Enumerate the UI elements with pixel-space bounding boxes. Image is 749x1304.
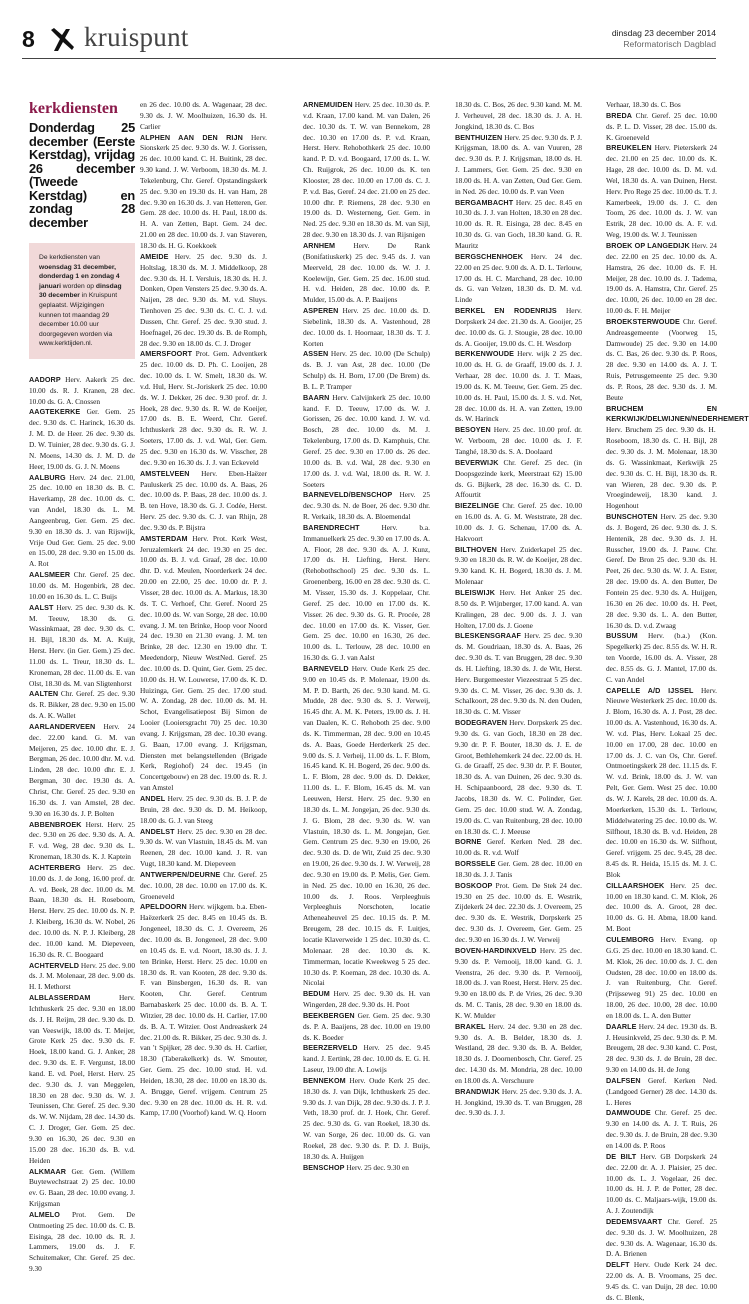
place-name: BORNE [455, 837, 482, 847]
place-name: BORSSELE [455, 859, 496, 869]
service-details: Herv. Pieterskerk 24 dec. 21.00 en 25 dec. 10.00 ds. K. Hage, 28 dec. 10.00 ds. D. M. v.d. Wel, 18.30 ds. A. van Duinen, Herst. Herv. Pro Rege 25 dec. 10.00 ds. T. J. Kamerbeek, 19.00 ds. J. C. den Toom, 26 dec. 10.00 ds. J. W. van Estrik, 28 dec. 10.00 ds. A. F. v.d. Weg, 19.00 ds. W. J. Teunissen [606, 143, 717, 240]
service-entry [606, 111, 717, 144]
service-details: Herv. 24 dec. 22.00 en 25 dec. 9.00 ds. A. D. L. Terlouw, 17.00 ds. H. C. Marchand, 28 dec. 10.00 ds. G. van Velzen, 18.30 ds. D. M. v.d. Linde [455, 251, 582, 305]
place-name: BEERZERVELD [303, 1043, 358, 1053]
service-entry [606, 512, 717, 631]
place-name: BARENDRECHT [303, 522, 360, 532]
service-entry [140, 794, 267, 827]
service-entry [606, 100, 717, 111]
place-name: AALST [29, 602, 54, 612]
service-entry [303, 100, 430, 241]
page-header [22, 22, 716, 56]
place-name: BILTHOVEN [455, 544, 497, 554]
service-entry [606, 1076, 717, 1109]
service-entry [29, 863, 135, 961]
place-name: BRAKEL [455, 1021, 486, 1031]
place-name: AALBURG [29, 472, 66, 482]
place-name: BRUCHEM EN KERKWIJK/DELWIJNEN/NEDERHEMERT [606, 403, 749, 424]
service-details: Herv. Oude Kerk 24 dec. 22.00 ds. A. B. Vroomans, 25 dec. 9.45 ds. C. van Duijn, 28 dec. 10.00 ds. C. Blenk, [606, 1260, 717, 1302]
service-entry [29, 820, 135, 863]
column-entries [455, 100, 582, 1119]
place-name: BIEZELINGE [455, 501, 500, 511]
service-entry [455, 1087, 582, 1120]
service-entry [455, 588, 582, 631]
service-entry [606, 686, 717, 881]
service-details: Herv. (b.a.) (Kon. Spegelkerk) 25 dec. 8.55 ds. W. H. R. ten Voorde, 16.00 ds. A. Visser, 28 dec. 8.55 ds. G. J. Mantel, 17.00 ds. C. van Andel [606, 631, 717, 684]
service-entry [140, 469, 267, 534]
service-details: Herv. 25 dec. 9.30 ds. B. J. P. de Bruin, 28 dec. 9.30 ds. D. M. Heikoop, 18.00 ds. G. J. van Steeg [140, 794, 267, 825]
place-name: BERGAMBACHT [455, 197, 514, 207]
service-details: Herv. Evang. op G.G. 25 dec. 10.00 en 18.30 kand. C. M. Klok, 26 dec. 10.00 ds. J. C. den Oudsten, 28 dec. 10.00 en 18.00 ds. J. van Ruitenburg, Chr. Geref. (Prijsseweg 91) 25 dec. 10.00 en 18.00, 26 dec. 10.00, 28 dec. 10.00 en 18.00 ds. L. A. den Butter [606, 934, 717, 1020]
service-entry [606, 631, 717, 685]
service-details: Chr. Geref. 25 dec. 10.00, 28 dec. 10.00 en 17.00 ds. K. Groeneveld [140, 869, 267, 901]
service-details: Geref. Kerken Ned. (Landgoed Gerner) 28 dec. 14.30 ds. L. Heres [606, 1075, 717, 1107]
service-details: Chr. Geref. 25 dec. 10.00 ds. M. Hogenbirk, 28 dec. 10.00 en 16.30 ds. L. C. Buijs [29, 570, 135, 601]
place-name: ANDELST [140, 826, 175, 836]
place-name: BUNSCHOTEN [606, 512, 658, 522]
service-details: Herv. 25 dec. 9.30 ds. J. Bogerd, 26 dec. 9.30 ds. J. S. Hentenik, 28 dec. 9.30 ds. J. H. Russcher, 19.00 ds. J. Pauw. Chr. Geref. De Bron 25 dec. 9.30 ds. H. Peet, 26 dec. 9.30 ds. W. J. A. Ester, 28 dec. 19.00 ds. A. den Butter, De Fontein 25 dec. 9.30 ds. A. Huijgen, 16.30 en 26 dec. 10.00 ds. H. Peet, 28 dec. 9.30 ds. L. A. den Butter, 16.30 ds. D. v.d. Zwaag [606, 512, 717, 630]
place-name: BOVEN-HARDINXVELD [455, 945, 537, 955]
service-details: Chr. Geref. Andreasgemeente (Voorweg 15, Damwoude) 25 dec. 9.30 en 14.00 ds. C. Bas, 26 dec. 9.30 ds. P. Roos, 28 dec. 9.30 en 14.00 ds. A. J. T. Ruis, Petrusgemeente 25 dec. 9.30 ds. P. Roos, 28 dec. 9.30 ds. J. M. Beute [606, 316, 717, 402]
service-details: Chr. Geref. 25 dec. 9.30 ds. R. Bikker, 28 dec. 9.30 en 15.00 ds. A. K. Wallet [29, 689, 135, 721]
place-name: AMSTELVEEN [140, 468, 190, 478]
place-name: BODEGRAVEN [455, 718, 507, 728]
service-entry [303, 349, 430, 392]
service-entry [29, 375, 135, 408]
place-name: BLESKENSGRAAF [455, 631, 521, 641]
place-name: BOSKOOP [455, 880, 493, 890]
place-name: BROEK OP LANGEDIJK [606, 240, 690, 250]
service-entry [455, 859, 582, 881]
service-details: Herv. wijk 2 25 dec. 10.00 ds. H. G. de Graaff, 19.00 ds. J. J. Verhaar, 28 dec. 10.00 ds. J. T. Maas, 19.00 ds. K. M. Teeuw, Ger. Gem. 25 dec. 10.00 ds. H. Paul, 15.00 ds. J. S. v.d. Net, 28 dec. 10.00 ds. H. A. van Zetten, 19.00 ds. W. Harinck [455, 349, 582, 424]
service-details: Herv. Ichthuskerk 25 dec. 9.30 en 18.00 ds. J. H. Reijm, 28 dec. 9.30 ds. D. van Veeswijk, 18.00 ds. T. Meijer, Grote Kerk 25 dec. 9.30 ds. F. Hoek, 18.00 kand. G. J. Anker, 28 dec. 9.30 ds. E. F. Vergunst, 18.00 kand. E. vd. Poel, Herst. Herv. 25 dec. 9.30 ds. J. van Meggelen, 18.30 en 28 dec. 9.30 ds. W. J. Teunissen, Chr. Geref. 25 dec. 9.30 ds. W. W. Nijdam, 28 dec. 14.30 ds. C. J. Droger, Ger. Gem. 25 dec. 9.30 en 16.30, 26 dec. 9.30 en 15.00 28 dec. 16.30 ds. B. v.d. Heiden [29, 993, 135, 1165]
service-details: Chr. Geref. 25 dec. 10.00 ds. P. L. D. Visser, 28 dec. 15.00 ds. K. Groeneveld [606, 110, 717, 142]
service-entry [455, 501, 582, 544]
service-entry [455, 349, 582, 425]
place-name: BERKENWOUDE [455, 349, 514, 359]
service-entry [606, 1108, 717, 1151]
place-name: CILLAARSHOEK [606, 880, 665, 890]
service-details: Chr. Geref. 25 dec. 10.00 en 16.00 ds. A. G. M. Weststrate, 28 dec. 10.00 ds. J. G. Schenau, 17.00 ds. A. Hakvoort [455, 501, 582, 543]
place-name: BERGSCHENHOEK [455, 251, 523, 261]
service-entry [140, 827, 267, 870]
info-text: worden op [60, 282, 96, 290]
service-details: Chr. Geref. 25 dec. 9.30 ds. J. W. Moolhuizen, 28 dec. 9.30 ds. A. Wagenaar, 16.30 ds. D. A. Brienen [606, 1216, 717, 1259]
service-details: Herv. 24 dec. 22.00 en 25 dec. 10.00 ds. A. Hamstra, 26 dec. 10.00 ds. F. H. Meijer, 28 dec. 10.00 ds. J. Tadema, 19.00 ds. A. Hamstra, Chr. Geref. 25 dec. 10.00, 26 dec. 10.00 en 28 dec. 10.00 ds. F. H. Meijer [606, 240, 717, 316]
service-entry [606, 241, 717, 317]
place-name: BARNEVELD [303, 663, 349, 673]
service-details: Herv. De Rank (Bonifatiuskerk) 25 dec. 9.45 ds. J. van Meerveld, 28 dec. 10.00 ds. W. J. J. Koelewijn, Ger. Gem. 25 dec. 16.00 stud. H. v.d. Heiden, 28 dec. 10.00 ds. P. Mulder, 15.00 ds. A. P. Baaijens [303, 240, 430, 305]
service-details: Herv. 25 dec. 10.00 ds. D. Siebelink, 18.30 ds. A. Vastenhoud, 28 dec. 10.00 ds. I. Hoornaar, 18.30 ds. T. J. Korten [303, 306, 430, 348]
place-name: ABBENBROEK [29, 819, 82, 829]
place-name: BROEKSTERWOUDE [606, 316, 680, 326]
service-details: Chr. Geref. 25 dec. (in Doopsgezinde kerk, Meerstraat 62) 15.00 ds. G. Bijkerk, 28 dec. 16.30 ds. C. D. Affourtit [455, 457, 582, 500]
service-entry [303, 664, 430, 989]
service-details: en 26 dec. 10.00 ds. A. Wagenaar, 28 dec. 9.30 ds. J. W. Moolhuizen, 16.30 ds. H. Carlier [140, 100, 267, 131]
service-entry [455, 252, 582, 306]
column-entries [29, 375, 135, 1275]
info-bold: dinsdag 30 december [39, 282, 122, 300]
place-name: AARLANDERVEEN [29, 721, 96, 731]
service-details: Herv. 24 dec. 19.30 ds. B. J. Heusinkveld, 25 dec. 9.30 ds. P. M. Breugem, 28 dec. 9.30 kand. C. Post, 28 dec. 9.30 ds. J. de Bruin, 28 dec. 9.30 en 14.00 ds. H. de Jong [606, 1021, 717, 1075]
service-details: Herv. Prot. Kerk West, Jeruzalemkerk 24 dec. 19.30 en 25 dec. 10.00 ds. B. J. v.d. Graaf, 28 dec. 10.00 dhr. D. v.d. Meulen, Noorderkerk 24 dec. 20.00 en 22.00, 25 dec. 10.00 dr. P. J. Visser, 28 dec. 10.00 ds. A. Markus, 18.30 ds. T. C. Verhoef, Chr. Geref. Noord 25 dec. 10.00 ds. W. van Sorge, 28 dec. 10.00 evang. J. M. ten Brinke, Hoop voor Noord 24 dec. 19.30 en 21.30 evang. J. M. ten Brinke, 28 dec. 12.30 en 19.00 dhr. T. Meedendorp, Nieuw WestNed. Geref. 25 dec. 10.00 ds. D. Quint, Ger. Gem. 25 dec. 10.00 ds. H. W. Louwerse, 17.00 ds. K. D. Huizinga, Ger. Gem. 25 dec. 17.00 stud. W. A. Zondag, 28 dec. 10.00 ds. M. H. Schot, Evangelisatiepost Bij Simon de Looier (Looiersgracht 70) 25 dec. 10.30 evang. J. Krijgsman, 28 dec. 10.30 evang. G. Baan, 17.00 evang. J. Krijgsman, Diensten met belangstellenden (Brigade Kerk, Regiohof) 24 dec. 19.45 (in Concertgebouw) en 28 dec. 19.00 ds. R. J. van Amstel [140, 533, 267, 793]
service-entry [29, 407, 135, 472]
place-name: ARNEMUIDEN [303, 100, 353, 109]
column-1 [29, 100, 135, 1275]
section-title: kruispunt [84, 22, 189, 52]
service-entry [29, 1167, 135, 1210]
service-entry [455, 545, 582, 588]
service-entry [606, 1260, 717, 1303]
service-entry [455, 100, 582, 133]
place-name: ANDEL [140, 794, 166, 803]
service-entry [455, 1022, 582, 1087]
place-name: ACHTERBERG [29, 862, 81, 872]
column-4 [455, 100, 582, 1118]
service-entry [29, 570, 135, 603]
cross-logo-icon [48, 27, 76, 53]
place-name: ANTWERPEN/DEURNE [140, 869, 221, 879]
service-entry [455, 458, 582, 501]
place-name: BEDUM [303, 989, 330, 999]
place-name: APELDOORN [140, 902, 187, 912]
article-title: kerkdiensten [29, 100, 118, 117]
service-details: Herv. Aakerk 25 dec. 10.00 ds. R. J. Kranen, 28 dec. 10.00 ds. G. A. Cnossen [29, 374, 135, 406]
service-details: Herv. 25 dec. 10.00 prof. dr. W. Verboom, 28 dec. 10.00 ds. J. F. Tanghé, 18.30 ds. S. A. Doolaard [455, 425, 582, 456]
service-details: 18.30 ds. C. Bos, 26 dec. 9.30 kand. M. M. J. Verheuvel, 28 dec. 18.30 ds. J. A. H. Jongkind, 18.30 ds. C. Bos [455, 100, 582, 131]
place-name: AADORP [29, 374, 61, 384]
service-entry [29, 722, 135, 820]
place-name: DALFSEN [606, 1075, 641, 1085]
service-details: Herv. Dorpskerk 24 dec. 21.30 ds. A. Gooijer, 25 dec. 10.00 ds. G. J. Stougie, 28 dec. 10.00 ds. A. Gooijer, 19.00 ds. C. H. Wesdorp [455, 306, 582, 348]
header-rule [22, 58, 716, 59]
issue-date: dinsdag 23 december 2014 [611, 28, 716, 38]
service-entry [606, 403, 749, 512]
place-name: BENSCHOP [303, 1162, 345, 1172]
place-name: AMSTERDAM [140, 533, 188, 543]
service-entry [140, 100, 267, 133]
service-entry [303, 989, 430, 1011]
service-details: Herv. 25 dec. 10.00 ds. J. de Jong, 16.00 prof. dr. A. vd. Beek, 28 dec. 10.00 ds. M. Baan, 18.30 ds. H. Roseboom, Herst. Herv. 25 dec. 10.00 ds. N. P. J. Kleiberg, 16.30 ds. W. Nobel, 26 dec. 10.00 ds. N. P. J. Kleiberg, 28 dec. 10.00 kand. M. Diepeveen, 16.30 ds. R. C. Boogaard [29, 862, 135, 959]
service-entry [140, 252, 267, 350]
service-details: Herv. 25 dec. 9.30 ds. H. van Wingerden, 28 dec. 9.30 ds. H. Poot [303, 989, 430, 1010]
place-name: BERKEL EN RODENRIJS [455, 306, 557, 316]
service-details: Herv. Calvijnkerk 25 dec. 10.00 kand. F. D. Teeuw, 17.00 ds. W. J. Gorissen, 26 dec. 10.00 kand. J. W. v.d. Bosch, 28 dec. 10.00 ds. M. J. Tekelenburg, 17.00 ds. D. Kamphuis, Chr. Geref. 25 dec. 9.30 en 17.00 ds. 26 dec. 10.00 ds. B. v.d. Wal, 28 dec. 9.30 en 17.00 ds. J. v.d. Wal, 18.00 ds. R. W. J. Soeters [303, 392, 430, 489]
service-entry [606, 881, 717, 935]
place-name: BREDA [606, 110, 633, 120]
service-details: Herst. Herv. 25 dec. 9.30 en 26 dec. 9.30 ds. A. A. F. v.d. Weg, 28 dec. 9.30 ds. L. Kroneman, 18.30 ds. K. J. Kaptein [29, 819, 135, 862]
service-details: Herv. Nieuwe Westerkerk 25 dec. 10.00 ds. J. Blom, 16.30 ds. A. J. Post, 28 dec. 10.00 ds. A. Vastenhoud, 16.30 ds. A. W. v.d. Plas, Herv. Lokaal 25 dec. 10.00 en 17.00, 28 dec. 10.00 en 17.00 ds. J. C. van Os, Chr. Geref. Ontmoetingskerk 28 dec. 11.15 ds. F. W. v.d. Brink, 18.00 ds. J. W. van Pelt, Ger. Gem. West 25 dec. 10.00 ds. W. J. Karels, 28 dec. 10.00 ds. A. Moerkerken, 15.30 ds. L. Terlouw, Middelwatering 25 dec. 10.00 ds. W. Silfhout, 18.30 ds. B. v.d. Heiden, 28 dec. 10.00 en 16.30 ds. W. Silfhout, Geref. vrijgem. 25 dec. 9.45, 28 dec. 8.45 ds. R. Heida, 15.15 ds. M. J. C. Blok [606, 685, 718, 879]
service-details: Herv. Eben-Haëzer Pauluskerk 25 dec. 10.00 ds. A. Baas, 26 dec. 10.00 ds. P. Baas, 28 dec. 10.00 ds. J. B. ten Hove, 18.30 ds. G. J. Codée, Herst. Herv. 25 dec. 9.30 ds. C. J. van Rhijn, 28 dec. 9.30 ds. P. Bijstra [140, 468, 267, 532]
place-name: BLEISWIJK [455, 587, 496, 597]
place-name: ARNHEM [303, 240, 336, 250]
place-name: DE BILT [606, 1151, 637, 1161]
place-name: BESOYEN [455, 425, 491, 435]
service-entry [455, 946, 582, 1022]
service-entry [606, 1217, 717, 1260]
service-entry [29, 993, 135, 1167]
place-name: AAGTEKERKE [29, 407, 81, 417]
service-details: Herv. 25 dec. 10.30 ds. P. v.d. Kraan, 17.00 kand. M. van Dalen, 26 dec. 10.30 ds. T. W. van Bennekom, 28 dec. 10.30 en 17.00 ds. P. v.d. Kraan, Herst. Herv. Rehobothkerk 25 dec. 10.00 kand. P. D. v.d. Boogaard, 17.00 ds. L. W. Ch. Ruijgrok, 26 dec. 10.00 ds. K. ten Klooster, 28 dec. 10.00 en 17.00 ds. C. J. P. v.d. Bas, Geref. 24 dec. 21.00 en 25 dec. 10.00 dhr. P. Riemens, 28 dec. 9.30 en 19.00 ds. D. Westerneng, Ger. Gem. in Ned. 25 dec. 9.30 en 18.30 ds. M. van Sijl, 28 dec. 9.30 en 18.30 ds. J. van Rijsnigen [303, 100, 430, 240]
place-name: DAARLE [606, 1021, 637, 1031]
service-entry [455, 631, 582, 718]
service-entry [140, 349, 267, 468]
place-name: ACHTERVELD [29, 960, 79, 970]
service-entry [303, 523, 430, 664]
place-name: BEEKBERGEN [303, 1010, 355, 1020]
service-details: Herv. 25 dec. 9.30 ds. M. Goudriaan, 18.30 ds. A. Baas, 26 dec. 9.30 ds. T. van Bruggen, 28 dec. 9.30 ds. H. Liefting, 18.30 ds. J. de Wit, Herst. Herv. Burgemeester Viezeestraat 5 25 dec. 9.30 ds. C. M. Visser, 26 dec. 9.30 ds. J. Schalkoort, 28 dec. 9.30 ds. N. den Ouden, 18.30 ds. C. M. Visser [455, 631, 582, 717]
place-name: ASSEN [303, 349, 329, 359]
column-entries [140, 100, 267, 1119]
service-details: Chr. Geref. 25 dec. 9.30 en 14.00 ds. A. J. T. Ruis, 26 dec. 9.30 ds. J. de Bruin, 28 dec. 9.30 en 14.00 ds. P. Roos [606, 1108, 717, 1150]
service-details: Geref. Kerken Ned. 28 dec. 10.00 ds. R. v.d. Wolf [455, 837, 582, 858]
service-entry [606, 1022, 717, 1076]
place-name: AALTEN [29, 689, 59, 699]
place-name: BUSSUM [606, 631, 638, 641]
service-details: Herv. Het Anker 25 dec. 8.50 ds. P. Wijnberger, 17.00 kand. A. van Kralingen, 28 dec. 9.00 ds. J. J. van Holten, 17.00 ds. J. Goene [455, 587, 582, 630]
service-entry [140, 870, 267, 903]
service-details: Herv. 25 dec. 9.30 en 28 dec. 9.30 ds. W. van Vlastuin, 18.45 ds. M. van Reenen, 28 dec. 10.00 kand. J. R. van Vugt, 18.30 kand. M. Diepeveen [140, 826, 267, 869]
place-name: BAARN [303, 392, 330, 402]
service-entry [29, 603, 135, 690]
service-details: Herv. Oude Kerk 25 dec. 18.30 ds. J. van Dijk, Ichthuskerk 25 dec. 9.30 ds. J. van Dijk, 28 dec. 9.30 ds. J. P. J. Veth, 18.30 prof. dr. J. Hoek, Chr. Geref. 25 dec. 9.30 ds. G. van Roekel, 18.30 ds. W. van Sorge, 26 dec. 10.00 ds. G. van Roekel, 28 dec. 9.30 ds. P. D. J. Buijs, 18.30 ds. A. Huijgen [303, 1075, 430, 1161]
service-entry [455, 306, 582, 349]
service-details: Herv. 25 dec. 9.30 ds. J. A. H. Jongkind, 19.30 ds. T. van Bruggen, 28 dec. 9.30 ds. J. J. [455, 1086, 582, 1118]
service-entry [303, 1043, 430, 1076]
service-entry [140, 534, 267, 794]
column-2 [140, 100, 268, 1118]
place-name: BARNEVELD/BENSCHOP [303, 490, 393, 500]
service-details: Herv. 24 dec. 22.00 kand. G. M. van Meijeren, 25 dec. 10.00 dhr. E. J. Bergman, 26 dec. 10.00 dhr. M. v.d. Linden, 28 dec. 10.00 dhr. E. J. Bergman, 30 dec. 19.30 ds. A. Christ, Chr. Geref. 25 dec. 9.30 en 16.30 ds. J. van Amstel, 28 dec. 9.30 en 16.30 ds. J. P. Bolten [29, 721, 135, 818]
place-name: BENNEKOM [303, 1075, 346, 1085]
service-details: Herv. 25 dec. 10.00 en 18.30 kand. C. M. Klok, 26 dec. 10.00 ds. A. Groot, 28 dec. 10.00 ds. G. H. Abma, 18.00 kand. M. Boot [606, 880, 717, 934]
header-meta [612, 28, 716, 50]
column-entries [606, 100, 749, 1304]
service-entry [29, 961, 135, 994]
service-entry [606, 143, 717, 241]
service-details: Herv. wijkgem. b.a. Eben-Haëzerkerk 25 dec. 8.45 en 10.45 ds. B. Jongeneel, 18.30 ds. C. J. Overeem, 26 dec. 10.00 ds. B. Jongeneel, 28 dec. 9.00 en 10.45 ds. E. v.d. Noort, 18.30 ds. J. J. ten Brinke, Herst. Herv. 25 dec. 10.00 en 18.30 ds. R. van Kooten, 28 dec. 9.30 ds. F. van Binsbergen, 16.30 ds. R. van Kooten, Chr. Geref. Centrum Barnabaskerk 25 dec. 10.00 ds. B. A. T. Witzier, 28 dec. 10.00 ds. H. Carlier, 17.00 ds. B. A. T. Witzier. Oost Andreaskerk 24 dec. 21.00 ds. R. Bikker, 25 dec. 9.30 ds. J. van 't Spijker, 28 dec. 9.30 ds. H. Carlier, 18.30 (Taberakelkerk) ds. W. Smouter, Ger. Gem. 25 dec. 10.00 stud. H. v.d. Heiden, 18.30, 28 dec. 10.00 en 18.30 ds. A. Brugge, Geref. vrijgem. Centrum 25 dec. 9.30 en 28 dec. 10.00 ds. H. R. v.d. Kamp, 17.00 (Voorhof) kand. W. Q. Hoorn [140, 902, 267, 1118]
place-name: AALSMEER [29, 570, 71, 580]
service-details: Herv. 25 dec. 8.45 en 10.30 ds. J. J. van Holten, 18.30 en 28 dec. 10.00 ds. R. R. Eisinga, 28 dec. 8.45 en 10.30 ds. G. van Goch, 18.30 kand. G. R. Mauritz [455, 197, 582, 250]
place-name: DELFT [606, 1260, 630, 1270]
service-entry [455, 425, 582, 458]
service-entry [606, 1152, 717, 1217]
service-details: Herv. 25 dec. 9.30 ds. J. Holtslag, 18.30 ds. M. J. Middelkoop, 28 dec. 9.30 ds. H. I. Versluis, 18.30 ds. H. J. Donken, Open Vensters 25 dec. 9.30 ds. A. Naijen, 28 dec. 9.30 ds. M. v.d. Sluys. Tienhoven 25 dec. 9.30 ds. C. C. J. v.d. Dussen, Chr. Geref. 25 dec. 9.30 stud. J. Hoefnagel, 26 dec. 19.30 ds. B. de Romph, 28 dec. 9.30 en 18.00 ds. C. J. Droger [140, 251, 267, 348]
service-details: Herv. 25 dec. 9.30 ds. N. de Boer, 26 dec. 9.30 dhr. R. Verkaik, 18.30 ds. A. Bloemendal [303, 490, 430, 522]
service-entry [606, 935, 717, 1022]
service-entry [303, 241, 430, 306]
place-name: ALBLASSERDAM [29, 993, 91, 1003]
service-details: Herv. b.a. Immanuelkerk 25 dec. 9.30 en 17.00 ds. A. A. Floor, 28 dec. 9.30 ds. A. J. Kunz, 17.00 ds. H. Liefting, Herst. Herv. (Rehobothschool) 25 dec. 9.30 ds. L. Groenenberg, 16.00 en 28 dec. 9.30 ds. C. M. Visser, 15.30 ds. J. Koppelaar, Chr. Geref. 25 dec. 10.00 en 17.00 ds. K. Visser. 26 dec. 9.30 ds. G. R. Procée, 28 dec. 10.00 en 17.00 ds. K. Visser, Ger. Gem. 25 dec. 10.00 en 16.30, 26 dec. 10.00 ds. L. Terlouw, 28 dec. 10.00 en 16.30 ds. G. J. van Aalst [303, 522, 430, 663]
place-name: ALKMAAR [29, 1166, 67, 1176]
service-entry [455, 133, 582, 198]
place-name: DEDEMSVAART [606, 1216, 663, 1226]
service-entry [455, 198, 582, 252]
service-details: Prot. Gem. De Stek 24 dec. 19.30 en 25 dec. 10.00 ds. E. Westrik, Zijdekerk 24 dec. 22.30 ds. J. Overeem, 25 dec. 9.30 ds. E. Westrik, Dorpskerk 25 dec. 9.30 ds. J. Overeem, Ger. Gem. 25 dec. 9.30 en 16.30 ds. J. W. Verweij [455, 880, 582, 944]
service-details: Herv. GB Dorpskerk 24 dec. 22.00 dr. A. J. Plaisier, 25 dec. 10.00 ds. L. J. Vogelaar, 26 dec. 10.00 ds. H. J. P. de Potter, 28 dec. 10.00 ds. C. Maljaars-wijk, 19.00 ds. A. J. Zoutendijk [606, 1151, 717, 1216]
service-entry [455, 718, 582, 837]
service-details: Herv. 25 dec. 9.00 ds. J. M. Molenaar, 28 dec. 9.00 ds. H. I. Methorst [29, 960, 135, 992]
service-details: Ger. Gem. 28 dec. 10.00 en 18.30 ds. J. J. Tanis [455, 859, 582, 879]
service-entry [29, 689, 135, 722]
place-name: BREUKELEN [606, 143, 652, 153]
place-name: ALPHEN AAN DEN RIJN [140, 132, 243, 142]
service-entry [303, 1076, 430, 1163]
info-text: De kerkdiensten van [39, 254, 100, 261]
place-name: BENTHUIZEN [455, 132, 503, 142]
service-details: Verhaar, 18.30 ds. C. Bos [606, 100, 681, 109]
service-details: Herv. Zuiderkapel 25 dec. 9.30 en 18.30 ds. R. W. de Koeijer, 28 dec. 9.30 kand. K. H. Bogerd, 18.30 ds. J. M. Molenaar [455, 544, 582, 587]
service-entry [606, 317, 717, 404]
place-name: DAMWOUDE [606, 1108, 651, 1118]
place-name: BRANDWIJK [455, 1086, 500, 1096]
place-name: ALMELO [29, 1209, 60, 1219]
service-details: Herv. Oude Kerk 25 dec. 9.00 en 10.45 ds. P. Molenaar, 19.00 ds. M. P. D. Barth, 26 dec. 9.30 kand. M. G. Mudde, 28 dec. 9.30 ds. S. J. Verweij, 16.45 dhr. A. M. K. Peters, 19.00 ds. J. H. van Daalen, K. C. Rehoboth 25 dec. 9.00 ds. K. Timmerman, 28 dec. 9.00 en 10.45 ds. A. Baas, Goede Herderkerk 25 dec. 9.00 ds. S. J. Verheij, 11.00 ds. L. F. Blom, 16.45 kand. K. H. Bogerd, 26 dec. 9.00 ds. L. F. Blom, 28 dec. 9.00 ds. D. Dekker, 11.00 ds. L. F. Blom, 16.45 ds. M. van Leeuwen, Herst. Herv. 25 dec. 9.30 en 18.30 ds. L. M. Jongejan, 26 dec. 9.30 ds. J. G. Blom, 28 dec. 9.30 ds. W. van Vlastuin, 18.30 ds. L. M. Jongejan, Ger. Gem. Centrum 25 dec. 9.30 en 19.00, 26 dec. 9.30 ds. D. de Wit, Zuid 25 dec. 9.30 en 19.00, 26 dec. 9.30 ds. J. W. Verweij, 28 dec. 9.30 en 19.00 ds. P. Melis, Ger. Gem. in Ned. 25 dec. 10.00 en 16.30, 26 dec. 10.00 ds. J. Roos. Verpleeghuis Verpleeghuis Norschoten, locatie Atheneaheuvel 25 dec. 10.15 ds. P. M. Breugem, 28 dec. 10.15 ds. F. Luitjes, locatie Klaverweide 1 25 dec. 10.30 ds. C. Molenaar. 28 dec. 10.30 ds. K. Timmerman, locatie Kweekweg 5 25 dec. 10.30 ds. P. Koeman, 28 dec. 10.30 ds. A. Nicolai [303, 663, 430, 988]
info-box [29, 243, 135, 359]
service-entry [140, 902, 267, 1119]
service-details: Herv. Sionskerk 25 dec. 9.30 ds. W. J. Gorissen, 26 dec. 10.00 kand. C. H. Buitink, 28 dec. 9.30 kand. J. W. Verboom, 18.30 ds. M. J. Tekelenburg, Chr. Geref. Opstandingskerk 25 dec. 9.30 en 19.30 ds. H. van Ham, 28 dec. 9.30 en 16.30 ds. J. van Hetteren, Ger. Gem. 28 dec. 10.00 ds. H. Paul, 18.00 ds. H. A. van Zetten, Bapt. Gem. 24 dec. 21.00 en 28 dec. 10.00 ds. J. van Staveren, 18.30 ds. H. G. Koekkoek [140, 132, 268, 250]
service-details: Herv. 25 dec. 9.30 en [344, 1162, 409, 1172]
place-name: AMERSFOORT [140, 349, 193, 359]
service-entry [29, 473, 135, 571]
service-details: Herv. 25 dec. 9.30 ds. P. Vernooij, 18.00 kand. G. J. Veenstra, 26 dec. 9.30 ds. P. Vernooij, 18.00 ds. J. van Roest, Herst. Herv. 25 dec. 9.30 en 18.00 ds. P. de Vries, 26 dec. 9.30 ds. M. C. Tanis, 28 dec. 9.30 en 18.00 ds. K. W. Mulder [455, 945, 582, 1020]
place-name: BEVERWIJK [455, 457, 499, 467]
service-details: Herv. 25 dec. 9.45 kand. J. Eertink, 28 dec. 10.00 ds. E. G. H. Laseur, 19.00 dhr. A. Lowijs [303, 1043, 430, 1075]
service-entry [303, 306, 430, 349]
column-entries [303, 100, 430, 1174]
service-entry [303, 1163, 430, 1174]
service-details: Prot. Gem. De Ontmoeting 25 dec. 10.00 ds. C. B. Eisinga, 28 dec. 10.00 ds. R. J. Lammers, 19.00 ds. J. F. Schuitemaker, Chr. Geref. 25 dec. 9.30 [29, 1209, 135, 1274]
article-subtitle: Donderdag 25 december (Eerste Kerstdag), vrijdag 26 december (Tweede Kerstdag) en zondag 28 december [29, 120, 135, 230]
column-3 [303, 100, 430, 1172]
service-details: Herv. Dorpskerk 25 dec. 9.30 ds. G. van Goch, 18.30 en 28 dec. 9.30 dr. P. F. Bouter, 18.30 ds. J. E. de Groot, Bethlehemkerk 24 dec. 22.00 ds. H. G. de Graaff, 25 dec. 9.30 dr. P. F. Bouter, 18.30 ds. A. van Duinen, 26 dec. 9.30 ds. H. Schipaanboord, 28 dec. 9.30 ds. T. Jacobs, 18.30 ds. W. C. Polinder, Ger. Gem. 25 dec. 10.00 stud. W. A. Zondag, 19.00 ds. C. van Ruitenburg, 28 dec. 10.00 en 18.30 ds. C. J. Meeuse [455, 718, 582, 836]
service-entry [303, 490, 430, 523]
place-name: ASPEREN [303, 306, 339, 316]
publication-name: Reformatorisch Dagblad [623, 39, 716, 49]
info-text: in Kruispunt geplaatst. Wijzigingen kunnen tot maandag 29 december 10.00 uur doorgegeven worden via www.kerktijden.nl. [39, 292, 118, 348]
service-entry [140, 133, 267, 252]
service-entry [455, 881, 582, 946]
place-name: AMEIDE [140, 251, 169, 261]
service-entry [303, 1011, 430, 1044]
service-details: Herv. 24 dec. 9.30 en 28 dec. 9.30 ds. A. B. Belder, 18.30 ds. J. Westland, 28 dec. 9.30 ds. B. A. Belder, 18.30 ds. J. Doornenbosch, Chr. Geref. 25 dec. 14.30 ds. M. Mondria, 28 dec. 10.00 en 18.00 ds. A. Verschuure [455, 1021, 582, 1085]
service-details: Herv. 24 dec. 21.00, 25 dec. 10.00 en 18.30 ds. B. C. Haverkamp, 28 dec. 10.00 ds. C. van Andel, 18.30 ds. L. M. Aangeenbrug, Ger. Gem. 25 dec. 9.30 en 18.30 ds. J. van Rijswijk, Vrije Oud Ger. Gem. 25 dec. 9.00 en 15.00, 28 dec. 9.30 en 15.00 ds. A. Rot [29, 472, 135, 569]
service-details: Ger. Gem. 25 dec. 9.30 ds. C. Harinck, 16.30 ds. J. M. D. de Heer. 26 dec. 9.30 ds. D. W. Tuinier, 28 dec. 9.30 ds. G. J. N. Moens, 14.30 ds. J. M. D. de Heer, 19.00 ds. G. J. N. Moens [29, 407, 135, 471]
column-5 [606, 100, 749, 1302]
service-details: Herv. 25 dec. 10.00 (De Schulp) ds. B. J. van Ast, 28 dec. 10.00 (De Schulp) ds. H. Born, 17.00 (De Brem) ds. B. L. P. Tramper [303, 349, 430, 391]
service-details: Herv. 25 dec. 9.30 ds. K. M. Teeuw, 18.30 ds. G. Wassinkmaat, 28 dec. 9.30 ds. C. H. Bijl, 18.30 ds. M. A. Kuijt, Herst. Herv. (in Ger. Gem.) 25 dec. 11.00 ds. L. Treur, 18.30 ds. L. Kroneman, 28 dec. 11.00 ds. E. van Olst, 18.30 ds. M. van Sligtenhorst [29, 602, 135, 688]
service-details: Ger. Gem. (Willem Buytewechstraat 2) 25 dec. 10.00 ev. G. Baan, 28 dec. 10.00 evang. J. Krijgsman [29, 1166, 135, 1209]
service-entry [455, 837, 582, 859]
page-number: 8 [22, 26, 35, 52]
place-name: CULEMBORG [606, 934, 655, 944]
service-details: Herv. Bruchem 25 dec. 9.30 ds. H. Roseboom, 18.30 ds. C. H. Bijl, 28 dec. 9.30 ds. J. M. Molenaar, 18.30 ds. G. Wassinkmaat, Kerkwijk 25 dec. 9.30 ds. C. H. Bijl, 18.30 ds. R. van Wieren, 28 dec. 9.30 ds. P. Vroegindeweij, 18.30 kand. J. Hogenhout [606, 425, 717, 511]
service-details: Ger. Gem. 25 dec. 9.30 ds. P. A. Baaijens, 28 dec. 10.00 en 19.00 ds. K. Boeder [303, 1010, 430, 1042]
service-details: Herv. 25 dec. 9.30 ds. P. J. Krijgsman, 18.00 ds. A. van Vuuren, 28 dec. 9.30 ds. P. J. Krijgsman, 18.00 ds. H. J. Lammers, Ger. Gem. 25 dec. 9.30 en 18.00 ds. H. A. van Zetten, Oud Ger. Gem. in Ned. 26 dec. 10.00 ds. P. van Veen [455, 132, 582, 196]
service-details: Prot. Gem. Adventkerk 25 dec. 10.00 ds. D. Ph. C. Looijen, 28 dec. 10.00 ds. I. W. Smelt, 18.30 ds. W. v.d. Hul, Herv. St.-Joriskerk 25 dec. 10.00 ds. W. J. Dekker, 26 dec. 9.30 prof. dr. J. Hoek, 28 dec. 9.30 ds. R. W. de Koeijer, 17.00 ds. B. E. Weerd, Chr. Geref. Ichthuskerk 28 dec. 9.30 ds. R. W. J. Soeters, 17.00 ds. J. v.d. Wal, Ger. Gem. 25 dec. 9.30 en 16.30 ds. W. Visscher, 28 dec. 9.30 en 16.30 ds. J. J. van Eckeveld [140, 349, 267, 467]
service-entry [303, 393, 430, 491]
service-entry [29, 1210, 135, 1275]
info-bold: woensdag 31 december, donderdag 1 en zondag 4 januari [39, 263, 120, 290]
place-name: CAPELLE A/D IJSSEL [606, 685, 694, 695]
